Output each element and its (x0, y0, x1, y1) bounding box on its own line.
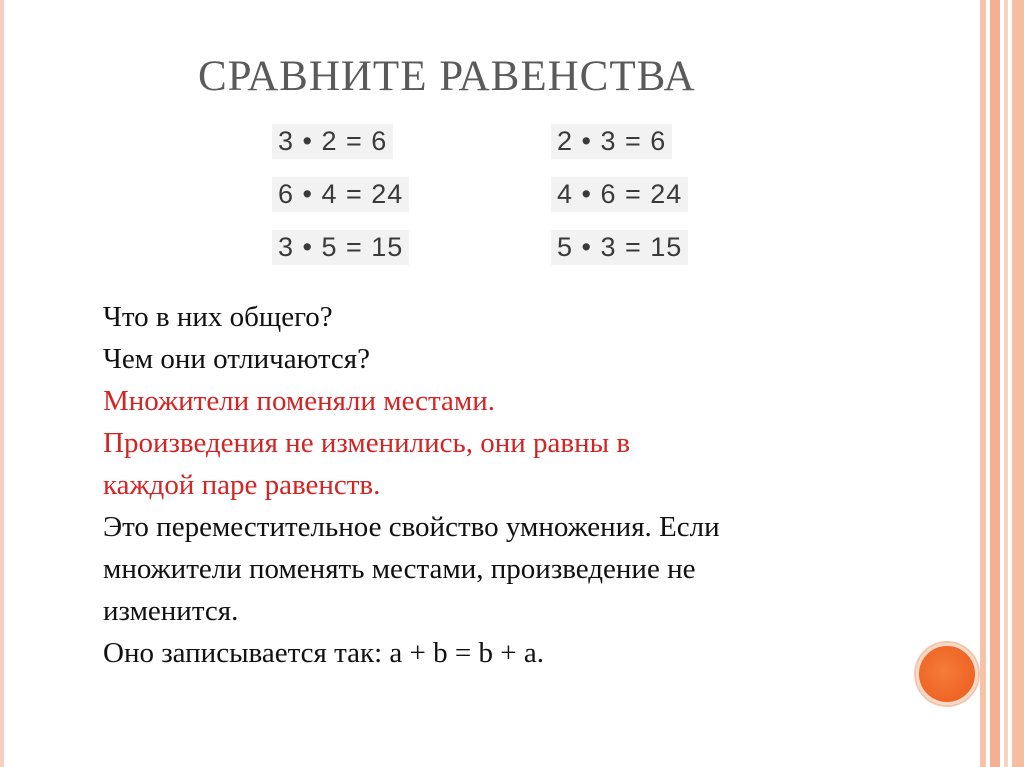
equation-left-3: 3 • 5 = 15 (272, 230, 409, 265)
equation-right-1: 2 • 3 = 6 (551, 124, 672, 159)
decorative-stripe (1004, 0, 1008, 767)
decorative-stripe (980, 0, 986, 767)
slide-title: СРАВНИТЕ РАВЕНСТВА (198, 53, 696, 100)
equation-right-2: 4 • 6 = 24 (551, 177, 688, 212)
text-line: Что в них общего? (103, 301, 333, 333)
text-line-highlight: каждой паре равенств. (103, 469, 381, 501)
text-line: Чем они отличаются? (103, 343, 371, 375)
equation-left-1: 3 • 2 = 6 (272, 124, 393, 159)
equation-right-3: 5 • 3 = 15 (551, 230, 688, 265)
text-line: Оно записывается так: a + b = b + a. (103, 637, 544, 669)
text-line-highlight: Произведения не изменились, они равны в (103, 427, 631, 459)
decorative-stripe (990, 0, 1000, 767)
decorative-circle-icon (916, 643, 978, 705)
text-line: изменится. (103, 595, 239, 627)
left-border (0, 0, 4, 767)
text-line-highlight: Множители поменяли местами. (103, 385, 496, 417)
decorative-stripe (1012, 0, 1024, 767)
text-line: Это переместительное свойство умножения. Если (103, 511, 720, 543)
text-line: множители поменять местами, произведение не (103, 553, 696, 585)
equation-left-2: 6 • 4 = 24 (272, 177, 409, 212)
explanation-text (103, 296, 923, 674)
